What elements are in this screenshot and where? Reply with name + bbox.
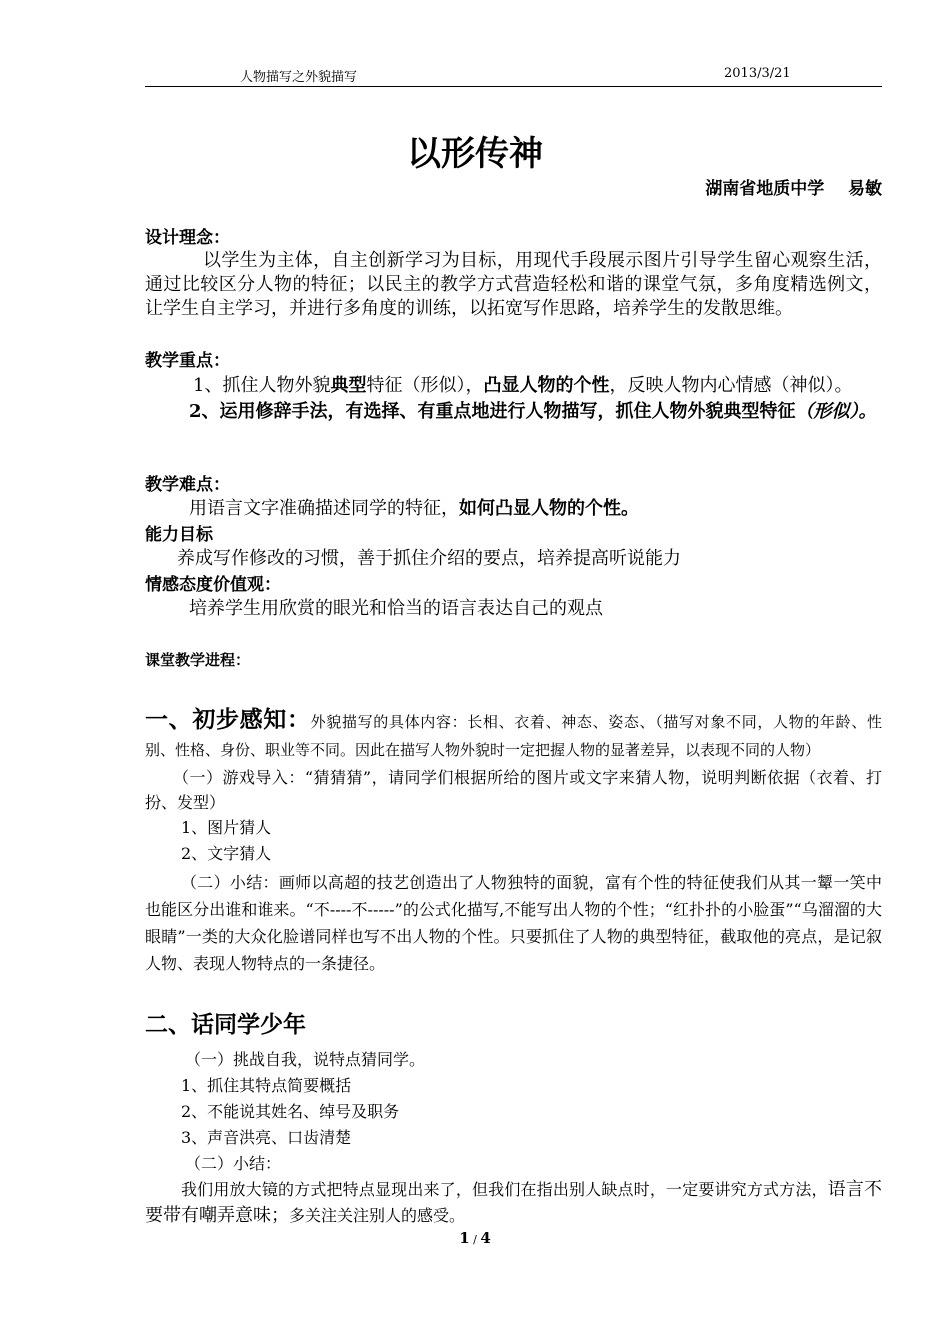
page-number: [0, 1229, 950, 1247]
difficulty-text-b: 如何凸显人物的个性。: [459, 498, 639, 519]
key-point-1-e: ，反映人物内心情感（神似）。: [609, 375, 853, 396]
section-2-summary: [145, 1177, 882, 1229]
section-2-item-2: 2、不能说其姓名、绰号及职务: [181, 1102, 400, 1121]
section-2-item-1: 1、抓住其特点简要概括: [181, 1076, 352, 1095]
section-1-heading: 一、初步感知：: [145, 707, 311, 733]
section-1-intro: 外貌描写的具体内容：长相、衣着、神态、姿态、（描写对象不同，人物的年龄、性别、性格、身份、职业等不同。因此在描写人物外貌时一定把握人物的显著差异，以表现不同的人物）: [145, 713, 882, 759]
key-point-2: [145, 400, 882, 424]
section-2-summary-c: 多关注关注别人的感受。: [289, 1206, 466, 1225]
process-label-block: [145, 649, 882, 670]
key-point-1-d: 凸显人物的个性: [483, 375, 610, 396]
section-1-intro-block: [145, 706, 882, 764]
section-2-item-3: 3、声音洪亮、口齿清楚: [181, 1128, 352, 1147]
header-rule: [145, 86, 882, 87]
ability-section: [145, 524, 882, 571]
design-section: [145, 227, 882, 321]
header-date: 2013/3/21: [724, 66, 791, 81]
difficulty-text-a: 用语言文字准确描述同学的特征，: [189, 498, 459, 519]
difficulty-label: 教学难点：: [145, 475, 230, 495]
section-2-heading: 二、话同学少年: [145, 1012, 306, 1038]
section-2-summary-a: 我们用放大镜的方式把特点显现出来了，但我们在指出别人缺点时，一定要讲究方式方法，: [181, 1180, 828, 1199]
emotion-section: [145, 574, 882, 621]
ability-label: 能力目标: [145, 525, 213, 545]
emotion-label: 情感态度价值观：: [145, 575, 281, 595]
emotion-text: 培养学生用欣赏的眼光和恰当的语言表达自己的观点: [189, 598, 603, 619]
section-2-summary-b: 语言不要带有嘲弄意味；: [145, 1179, 882, 1226]
key-points-section: [145, 350, 882, 424]
author-line: 湖南省地质中学 易敏: [705, 179, 882, 199]
section-1-summary: （二）小结：画师以高超的技艺创造出了人物独特的面貌，富有个性的特征使我们从其一颦一笑中也能区分出谁和谁来。“不----不-----”的公式化描写,不能写出人物的个性；“红扑扑的小脸蛋”“乌溜溜的大眼睛”一类的大众化脸谱同样也写不出人物的个性。只要抓住了人物的典型特征，截取他的亮点，是记叙人物、表现人物特点的一条捷径。: [145, 873, 882, 973]
difficulty-section: [145, 474, 882, 521]
section-2-challenge: （一）挑战自我，说特点猜同学。: [185, 1050, 426, 1069]
key-point-2-b: （形似）。: [795, 401, 877, 422]
page-title: 以形传神: [407, 134, 543, 174]
section-1-item-1: 1、图片猜人: [181, 818, 272, 837]
header-title: 人物描写之外貌描写: [240, 70, 358, 85]
section-1-game: （一）游戏导入：“猜猜猜”，请同学们根据所给的图片或文字来猜人物，说明判断依据（衣着、打扮、发型）: [145, 768, 882, 812]
design-text: 以学生为主体，自主创新学习为目标，用现代手段展示图片引导学生留心观察生活，通过比较区分人物的特征；以民主的教学方式营造轻松和谐的课堂气氛，多角度精选例文，让学生自主学习，并进行多角度的训练，以拓宽写作思路，培养学生的发散思维。: [145, 250, 882, 319]
key-point-2-a: 2、运用修辞手法，有选择、有重点地进行人物描写，抓住人物外貌典型特征: [189, 401, 796, 422]
page-total: 4: [480, 1229, 491, 1247]
key-point-1-b: 典型: [330, 375, 367, 396]
difficulty-text: [145, 497, 882, 521]
page-separator: /: [469, 1233, 481, 1246]
key-point-1: [145, 374, 882, 398]
section-1-item-2: 2、文字猜人: [181, 844, 272, 863]
key-point-1-c: 特征（形似），: [366, 375, 484, 396]
section-1: [145, 706, 882, 977]
process-label: 课堂教学进程：: [145, 651, 251, 669]
key-points-label: 教学重点：: [145, 351, 230, 371]
section-2: [145, 1006, 882, 1229]
page-current: 1: [459, 1229, 470, 1247]
section-2-summary-label: （二）小结：: [185, 1154, 282, 1173]
ability-text: 养成写作修改的习惯，善于抓住介绍的要点，培养提高听说能力: [177, 548, 681, 569]
key-point-1-a: 1、抓住人物外貌: [193, 375, 331, 396]
design-label: 设计理念：: [145, 228, 230, 248]
